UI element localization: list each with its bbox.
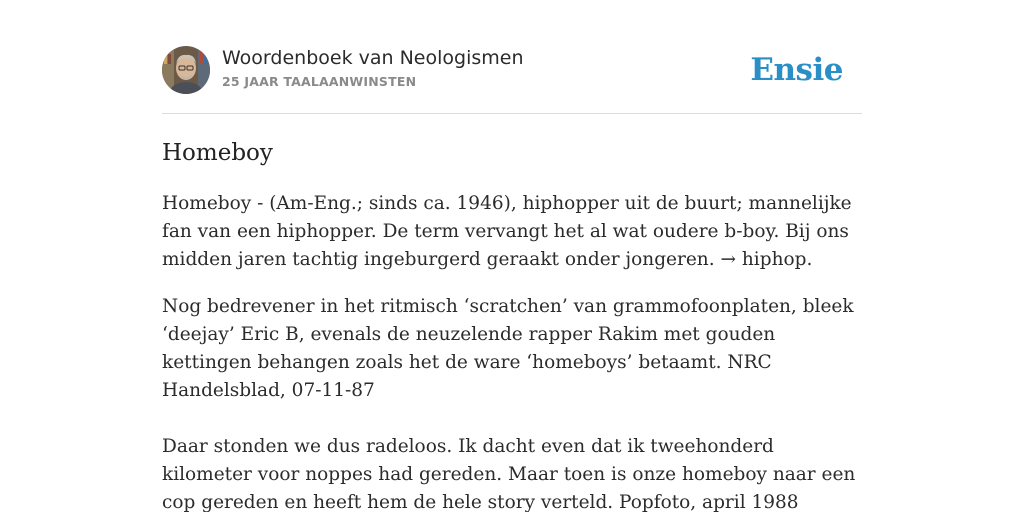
entry-title: Homeboy — [162, 140, 273, 166]
entry-definition — [162, 190, 864, 274]
entry-content — [162, 190, 864, 512]
source-subtitle: 25 JAAR TAALAANWINSTEN — [222, 74, 417, 89]
quote-1: Nog bedrevener in het ritmisch ‘scratchen’ van grammofoonplaten, bleek ‘deejay’ Eric B, evenals de neuzelende rapper Rakim met gouden kettingen behangen zoals het de ware ‘homeboys’ betaamt. NRC Handelsblad, 07-11-87 — [162, 296, 854, 401]
header — [162, 46, 862, 96]
arrow-icon: → — [720, 249, 736, 270]
source-name[interactable]: Woordenboek van Neologismen — [222, 47, 524, 69]
definition-text: Homeboy - (Am-Eng.; sinds ca. 1946), hiphopper uit de buurt; mannelijke fan van een hiphopper. De term vervangt het al wat oudere b-boy. Bij ons midden jaren tachtig ingeburgerd geraakt onder jongeren. — [162, 193, 852, 270]
portrait-avatar-icon[interactable] — [162, 46, 210, 94]
see-also-link[interactable] — [720, 249, 812, 270]
quote-2: Daar stonden we dus radeloos. Ik dacht even dat ik tweehonderd kilometer voor noppes had gereden. Maar toen is onze homeboy naar een cop gereden en heeft hem de hele story verteld. Popfoto, april 1988 — [162, 436, 856, 512]
header-divider — [162, 113, 862, 114]
see-also-text: hiphop. — [741, 249, 813, 270]
ensie-logo[interactable]: Ensie — [750, 52, 843, 88]
